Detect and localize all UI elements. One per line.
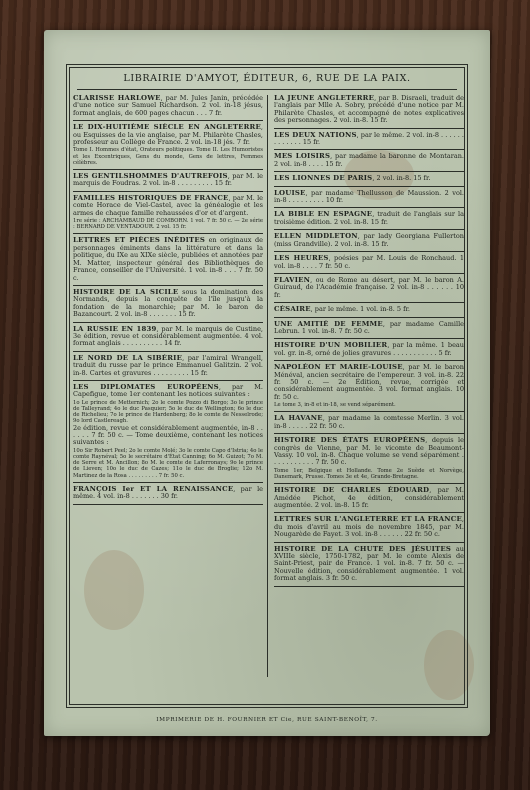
- entry-title: LES DEUX NATIONS: [274, 130, 357, 139]
- entry-body: , par M. le marquis de Custine, 3e édition, revue et considérablement augmentée. 4 vol. format anglais . . . . . . . . . . 14 fr.: [73, 324, 263, 348]
- entry-body: , par madame la baronne de Montaran. 2 vol. in-8 . . . . 15 fr.: [274, 152, 464, 168]
- entry-separator: [274, 317, 464, 318]
- catalog-entry: [274, 153, 464, 168]
- header-rule: [77, 89, 457, 90]
- entry-subnote: Tome 1er, Belgique et Hollande. Tome 2e Suède et Norvège, Danemark, Prusse. Tomes 3e et 4e, Grande-Bretagne.: [274, 467, 464, 481]
- entry-separator: [274, 411, 464, 412]
- entry-title: CÉSAIRE: [274, 305, 311, 314]
- entry-title: FAMILLES HISTORIQUES DE FRANCE: [73, 193, 229, 202]
- entry-body: , par madame Thellusson de Maussion. 2 vol. in-8 . . . . . . . . . 10 fr.: [274, 188, 464, 205]
- catalog-entry: [274, 364, 464, 408]
- book-cover: [44, 30, 490, 736]
- entry-title: LETTRES SUR L'ANGLETERRE ET LA FRANCE: [274, 515, 462, 524]
- entry-title: ELLEN MIDDLETON: [274, 232, 358, 241]
- entry-title: UNE AMITIÉ DE FEMME: [274, 319, 383, 328]
- printer-footer: IMPRIMERIE DE H. FOURNIER ET Cie, RUE SAINT-BENOÎT, 7.: [156, 717, 378, 723]
- entry-body: , par M. Amédée Pichot, 4e édition, considérablement augmentée. 2 vol. in-8. 15 fr.: [274, 486, 464, 510]
- entry-title: FRANÇOIS Ier ET LA RENAISSANCE: [73, 484, 234, 493]
- entry-separator: [274, 171, 464, 172]
- entry-title: LETTRES ET PIÈCES INÉDITES: [73, 236, 206, 245]
- column-divider: [267, 95, 268, 677]
- entry-body: sous la domination des Normands, depuis la conquête de l'île jusqu'à la fondation de la monarchie; par M. le baron de Bazancourt. 2 vol. in-8 . . . . . . . 15 fr.: [73, 287, 263, 319]
- entry-separator: [274, 338, 464, 339]
- catalog-entry: [274, 437, 464, 480]
- entry-title: HISTOIRE D'UN MOBILIER: [274, 341, 388, 350]
- left-column: [73, 95, 263, 508]
- entry-body: au XVIIIe siècle, 1750-1782, par M. le comte Alexis de Saint-Priest, pair de France. 1 vol. in-8. 7 fr. 50 c. — Nouvelle édition, considérablement augmentée. 1 vol. format anglais. 3 fr. 50 c.: [274, 544, 464, 583]
- entry-body: , du mois d'avril au mois de novembre 1845, par M. Nougarède de Fayet. 3 vol. in-8 . . . . . . 22 fr. 50 c.: [274, 515, 464, 539]
- entry-title: NAPOLÉON ET MARIE-LOUISE: [274, 363, 403, 372]
- entry-subnote: 1o Le prince de Metternich; 2o le comte Pozzo di Borgo; 3o le prince de Talleyrand; 4o le duc Pasquier; 5o le duc de Wellington; 6o le duc de Richelieu; 7o le prince de Hardenberg; 8o le comte de Nesselrode; 9o lord Castlereagh.: [73, 399, 263, 425]
- entry-body: , depuis le congrès de Vienne, par M. le vicomte de Beaumont-Vassy. 10 vol. in-8. Chaque volume se vend séparément . . . . . . . . . . . 7 fr. 50 c.: [274, 436, 464, 467]
- entry-separator: [274, 483, 464, 484]
- catalog-entry: [274, 342, 464, 357]
- catalog-entry: [274, 255, 464, 270]
- entry-body: , ou de Rome au désert, par M. le baron A. Guiraud, de l'Académie française. 2 vol. in-8 . . . . . . 10 fr.: [274, 275, 464, 299]
- catalog-entry: [274, 211, 464, 226]
- entry-body: , par madame la comtesse Merlin. 3 vol. in-8 . . . . . 22 fr. 50 c.: [274, 414, 464, 430]
- entry-body: , par le même. 1 vol. in-8. 5 fr.: [310, 305, 410, 314]
- entry-title: FLAVIEN: [274, 275, 311, 284]
- entry-separator: [274, 229, 464, 230]
- entry-body: , par M. le baron Ménéval, ancien secrétaire de l'empereur. 3 vol. in-8. 22 fr. 50 c. — 2e Édition, revue, corrigée et considérablement augmentée. 3 vol. format anglais. 10 fr. 50 c.: [274, 363, 464, 401]
- entry-body: , par l'amiral Wrangell, traduit du russe par le prince Emmanuel Galitzin. 2 vol. in-8. Cartes et gravures . . . . . . . . . 15 fr.: [73, 353, 263, 377]
- catalog-entry: [274, 321, 464, 336]
- entry-title: LES LIONNES DE PARIS: [274, 174, 373, 183]
- entry-separator: [73, 322, 263, 323]
- entry-body: en originaux de personnages éminents dans la littérature et dans la politique, du IXe au XIXe siècle, publiées et annotées par M. Matter, inspecteur général des Bibliothèques de France, conseiller de l'Université. 1 vol. in-8 . . . 7 fr. 50 c.: [73, 236, 263, 282]
- entry-body: , par lady Georgiana Fullerton (miss Grandville). 2 vol. in-8. 15 fr.: [274, 232, 464, 248]
- entry-body-continued: 2e édition, revue et considérablement augmentée, in-8 . . . . . . 7 fr. 50 c. — Tome deuxième, contenant les notices suivantes :: [73, 423, 263, 447]
- entry-title: LA HAVANE: [274, 414, 323, 423]
- entry-subnote: 10o Sir Robert Peel; 2o le comte Molé; 3o le comte Capo d'Istria; 4o le comte Raynéval; 5o le secrétaire d'État Canning; 6o M. Guizot; 7o M. de Serre et M. Ancillon; 8o M. le comte de Laferronays; 9o le prince de Lieven; 10o le duc de Cazes; 11o le duc de Broglie; 12o M. Martinez de la Rosa . . . . . . . . . 7 fr. 50 c.: [73, 447, 263, 479]
- entry-separator: [274, 207, 464, 208]
- entry-subnote: 1re série : ARCHAMBAUD DE COMBORN. 1 vol. 7 fr. 50 c. — 2e série : BERNARD DE VENTADOUR. 2 vol. 15 fr.: [73, 218, 263, 231]
- catalog-entry: [274, 233, 464, 248]
- catalog-entry: [274, 277, 464, 299]
- entry-title: LA BIBLE EN ESPAGNE: [274, 210, 373, 219]
- right-column: [274, 95, 464, 590]
- entry-separator: [274, 273, 464, 274]
- catalog-entry: [73, 486, 263, 501]
- entry-separator: [73, 285, 263, 286]
- entry-separator: [73, 233, 263, 234]
- entry-separator: [274, 542, 464, 543]
- entry-title: LE DIX-HUITIÈME SIÈCLE EN ANGLETERRE: [73, 123, 261, 132]
- entry-body: , par le même. 2 vol. in-8 . . . . . . . . . . . . . 15 fr.: [274, 130, 464, 147]
- entry-separator: [274, 512, 464, 513]
- entry-separator: [274, 186, 464, 187]
- entry-title: HISTOIRE DES ÉTATS EUROPÉENS: [274, 436, 426, 445]
- entry-separator: [73, 482, 263, 483]
- entry-body: , par M. le comte Horace de Viel-Castel, avec la généalogie et les armes de chaque famille rehaussées d'or et d'argent.: [73, 193, 263, 217]
- catalog-entry: [73, 173, 263, 188]
- catalog-entry: [274, 415, 464, 430]
- entry-body: , ou Esquisses de la vie anglaise, par M. Philarète Chasles, professeur au Collège de France. 2 vol. in-18 jés. 7 fr.: [73, 123, 263, 147]
- entry-title: LA RUSSIE EN 1839: [73, 324, 157, 333]
- catalog-entry: [73, 289, 263, 319]
- entry-separator: [274, 128, 464, 129]
- entry-title: HISTOIRE DE LA SICILE: [73, 287, 179, 296]
- catalog-entry: [73, 355, 263, 377]
- catalog-entry: [274, 306, 464, 313]
- catalog-entry: [274, 175, 464, 182]
- entry-separator: [73, 191, 263, 192]
- entry-separator: [73, 504, 263, 505]
- entry-title: LE NORD DE LA SIBÉRIE: [73, 353, 183, 362]
- catalog-entry: [73, 237, 263, 281]
- entry-separator: [73, 351, 263, 352]
- catalog-entry: [274, 132, 464, 147]
- entry-separator: [274, 149, 464, 150]
- catalog-entry: [274, 516, 464, 538]
- catalog-entry: [274, 190, 464, 205]
- entry-subnote: Tome I. Hommes d'état, Orateurs politiques. Tome II. Les Humoristes et les Excentriques, Gens du monde, Gens de lettres, Femmes célèbres.: [73, 147, 263, 166]
- entry-body: , par B. Disraeli, traduit de l'anglais par Mlle A. Sobry, précédé d'une notice par M. Philarète Chasles, et accompagné de notes explicatives des personnages. 2 vol. in-8. 15 fr.: [274, 94, 465, 125]
- text-frame: [66, 64, 468, 723]
- catalog-entry: [274, 95, 464, 125]
- entry-title: HISTOIRE DE LA CHUTE DES JÉSUITES: [274, 544, 451, 553]
- entry-separator: [274, 251, 464, 252]
- entry-title: MES LOISIRS: [274, 152, 331, 161]
- catalog-entry: [274, 546, 464, 583]
- entry-body: , par M. le marquis de Foudras. 2 vol. in-8 . . . . . . . . . 15 fr.: [73, 172, 263, 188]
- entry-body: , 2 vol. in-8. 15 fr.: [372, 174, 431, 183]
- catalog-entry: [73, 384, 263, 479]
- entry-title: LA JEUNE ANGLETERRE: [274, 94, 375, 102]
- entry-body: , par la même. 1 beau vol. gr. in-8, orné de jolies gravures . . . . . . . . . . . 5 fr.: [274, 341, 464, 357]
- entry-separator: [73, 120, 263, 121]
- entry-title: LOUISE: [274, 188, 306, 197]
- catalog-entry: [73, 95, 263, 117]
- entry-separator: [274, 360, 464, 361]
- entry-body: , poésies par M. Louis de Ronchaud. 1 vol. in-8 . . . . 7 fr. 50 c.: [274, 254, 465, 270]
- entry-title: LES GENTILSHOMMES D'AUTREFOIS: [73, 172, 228, 181]
- entry-separator: [274, 433, 464, 434]
- entry-body: , par M. Jules Janin, précédée d'une notice sur Samuel Richardson. 2 vol. in-18 jésus, format anglais, de 600 pages chacun . . . 7 fr.: [73, 94, 263, 117]
- entry-separator: [73, 169, 263, 170]
- entry-separator: [73, 380, 263, 381]
- entry-title: LES DIPLOMATES EUROPÉENS: [73, 382, 219, 391]
- entry-title: LES HEURES: [274, 254, 329, 263]
- entry-subnote: Le tome 3, in-8 et in-18, se vend séparément.: [274, 402, 396, 409]
- publisher-header: LIBRAIRIE D'AMYOT, ÉDITEUR, 6, RUE DE LA PAIX.: [123, 73, 411, 84]
- catalog-entry: [73, 326, 263, 348]
- catalog-entry: [73, 195, 263, 231]
- entry-separator: [274, 586, 464, 587]
- catalog-entry: [73, 124, 263, 166]
- entry-body: , par M. Capefigue, tome 1er contenant les notices suivantes :: [73, 382, 263, 399]
- entry-body: , traduit de l'anglais sur la troisième édition. 2 vol. in-8. 15 fr.: [274, 210, 464, 226]
- entry-body: , par le même. 4 vol. in-8 . . . . . . . 30 fr.: [73, 484, 263, 501]
- entry-title: HISTOIRE DE CHARLES ÉDOUARD: [274, 486, 430, 495]
- entry-title: CLARISSE HARLOWE: [73, 94, 161, 102]
- entry-body: , par madame Camille Lebrun. 1 vol. in-8. 7 fr. 50 c.: [274, 319, 464, 335]
- entry-separator: [274, 302, 464, 303]
- catalog-entry: [274, 487, 464, 509]
